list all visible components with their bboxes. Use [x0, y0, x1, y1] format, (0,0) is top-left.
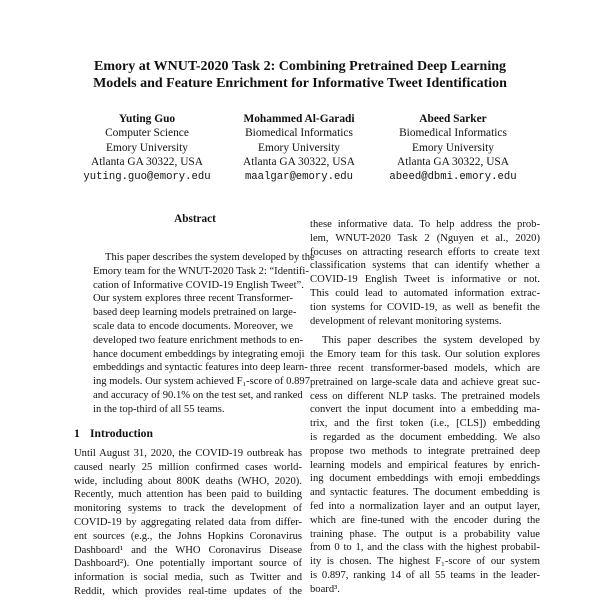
- abstract-line: in the top-third of all 55 teams.: [93, 403, 225, 415]
- intro-line: Dashboard²). One potentially important source of: [74, 558, 302, 570]
- intro-line: Recently, much attention has been paid to building: [74, 489, 302, 501]
- intro-line: COVID-19 by aggregating related data from differ-: [74, 516, 302, 528]
- body-line: these informative data. To help address the prob-: [310, 219, 540, 230]
- body-line: board³.: [310, 583, 340, 595]
- author-dept: Biomedical Informatics: [245, 127, 353, 140]
- author-univ: Emory University: [412, 141, 494, 154]
- right-column: [310, 218, 540, 597]
- body-line: is 0.897, ranking 14 of all 55 teams in the leader-: [310, 569, 540, 581]
- body-line: from 0 to 1, and the class with the highest probabil-: [310, 542, 540, 554]
- body-line: classification systems that can identify whether a: [310, 260, 540, 272]
- body-line: trix, and the first token (i.e., [CLS]) embedding: [310, 418, 540, 430]
- intro-line: Dashboard¹ and the WHO Coronavirus Disease: [74, 544, 302, 556]
- body-line: This could lead to automated information extrac-: [310, 287, 540, 299]
- body-line: three recent transformer-based models, which are: [310, 362, 540, 374]
- body-line: training phase. The output is a probability value: [310, 528, 540, 540]
- author-address: Atlanta GA 30322, USA: [90, 156, 203, 169]
- abstract-line: This paper describes the system developed by the: [105, 252, 315, 263]
- author-block: [62, 112, 232, 184]
- abstract-line: Our system explores three recent Transformer-: [93, 293, 293, 305]
- intro-line: wide, including about 800K deaths (WHO, 2020).: [74, 475, 302, 487]
- body-line: focuses on attracting research efforts to create text: [310, 246, 540, 258]
- body-line: learning models and empirical features by enrich-: [310, 459, 540, 471]
- body-line: ity is chosen. The highest F₁-score of our system: [310, 556, 540, 568]
- paper-title: [40, 58, 560, 92]
- body-line: lem, WNUT-2020 Task 2 (Nguyen et al., 2020): [310, 232, 540, 244]
- body-line: the Emory team for this task. Our solution explores: [310, 349, 540, 361]
- author-dept: Biomedical Informatics: [399, 127, 507, 140]
- abstract-line: and accuracy of 90.1% on the test set, and ranked: [93, 389, 303, 401]
- author-name: Mohammed Al-Garadi: [243, 113, 355, 125]
- title-line: Emory at WNUT-2020 Task 2: Combining Pretrained Deep Learning: [94, 59, 506, 74]
- abstract-body: [93, 251, 315, 417]
- body-line: tion systems for COVID-19, as well as benefit the: [310, 301, 540, 313]
- author-email: maalgar@emory.edu: [244, 170, 354, 183]
- author-dept: Computer Science: [105, 127, 189, 140]
- intro-line: information is social media, such as Twitter and: [74, 572, 302, 584]
- abstract-heading: Abstract: [174, 213, 216, 225]
- intro-line: Until August 31, 2020, the COVID-19 outbreak has: [74, 448, 302, 459]
- author-email: abeed@dbmi.emory.edu: [389, 170, 517, 183]
- title-line: Models and Feature Enrichment for Informative Tweet Identification: [93, 76, 507, 91]
- intro-line: ent sources (e.g., the Johns Hopkins Coronavirus: [74, 530, 302, 542]
- abstract-line: developed two feature enrichment methods to en-: [93, 334, 304, 346]
- body-line: and syntactic features. The document embedding is: [310, 487, 540, 499]
- introduction-body: [74, 447, 302, 599]
- body-line: COVID-19 English Tweet is informative or not.: [310, 274, 540, 286]
- abstract-line: cation of Informative COVID-19 English Tweet”.: [93, 279, 304, 291]
- author-name: Abeed Sarker: [419, 113, 487, 125]
- abstract-line: Emory team for the WNUT-2020 Task 2: “Identifi-: [93, 265, 309, 277]
- body-line: is regarded as the document embedding. We also: [310, 431, 540, 443]
- author-univ: Emory University: [258, 141, 340, 154]
- author-address: Atlanta GA 30322, USA: [242, 156, 355, 169]
- intro-line: monitoring systems to track the development of: [74, 503, 302, 515]
- author-email: yuting.guo@emory.edu: [83, 170, 211, 183]
- body-line: which are fine-tuned with the encoder during the: [310, 514, 540, 526]
- intro-line: caused nearly 25 million confirmed cases world-: [74, 461, 302, 473]
- abstract-line: ing models. Our system achieved F₁-score of 0.897: [93, 376, 310, 388]
- abstract-line: embeddings and syntactic features into deep learn-: [93, 362, 308, 374]
- body-line: pretrained on large-scale data and achieve great suc-: [310, 376, 540, 388]
- author-name: Yuting Guo: [118, 113, 176, 125]
- author-univ: Emory University: [106, 141, 188, 154]
- body-line: ing document embeddings with emoji embeddings: [310, 473, 540, 485]
- author-address: Atlanta GA 30322, USA: [396, 156, 509, 169]
- section-title: Introduction: [90, 427, 153, 440]
- body-line: development of relevant monitoring systems.: [310, 315, 502, 327]
- section-heading: [74, 427, 153, 440]
- section-number: 1: [74, 427, 80, 440]
- author-block: [368, 112, 538, 184]
- author-block: [214, 112, 384, 184]
- abstract-line: hance document embeddings by integrating emoji: [93, 348, 305, 360]
- body-line: cess on different NLP tasks. The pretrained models: [310, 390, 540, 402]
- body-line: fed into a normalization layer and an output layer,: [310, 500, 540, 512]
- abstract-line: scale data to encode documents. Moreover, we: [93, 320, 293, 332]
- body-line: convert the input document into a embedding ma-: [310, 404, 540, 416]
- intro-line: Reddit, which provides real-time updates of the: [74, 585, 302, 597]
- body-line: This paper describes the system developed by: [322, 335, 540, 347]
- abstract-line: based deep learning models pretrained on large-: [93, 307, 297, 319]
- body-line: propose two methods to integrate pretrained deep: [310, 445, 540, 457]
